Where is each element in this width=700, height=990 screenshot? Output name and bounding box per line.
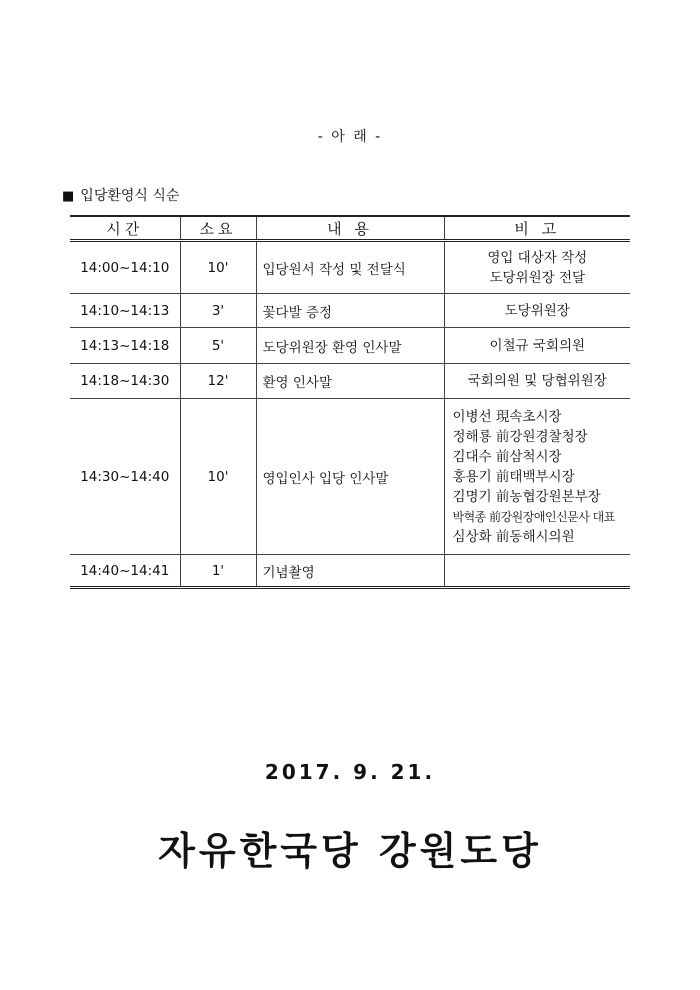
row-time: 14:40~14:41	[70, 555, 180, 588]
table-row	[70, 241, 630, 294]
header-time: 시간	[70, 216, 180, 241]
organization-name: 자유한국당 강원도당	[158, 829, 542, 873]
row-content: 입당원서 작성 및 전달식	[256, 241, 444, 294]
note-line: 홍용기 前태백부시장	[452, 468, 575, 485]
row-duration: 10'	[180, 399, 256, 555]
row-content: 기념촬영	[256, 555, 444, 588]
note-line: 김대수 前삼척시장	[452, 448, 562, 465]
row-note	[444, 555, 630, 588]
table-row	[70, 399, 630, 555]
row-time: 14:00~14:10	[70, 241, 180, 294]
note-line: 영입 대상자 작성	[487, 249, 588, 266]
section-heading	[62, 185, 179, 205]
row-content: 도당위원장 환영 인사말	[256, 328, 444, 364]
note-line: 도당위원장	[504, 302, 570, 319]
square-bullet-icon: ■	[62, 189, 75, 204]
header-note: 비 고	[444, 216, 630, 241]
table-row	[70, 294, 630, 328]
row-duration: 12'	[180, 364, 256, 399]
table-header-row	[70, 216, 630, 241]
row-content: 영입인사 입당 인사말	[256, 399, 444, 555]
schedule-table	[70, 215, 630, 589]
note-line: 국회의원 및 당협위원장	[467, 373, 607, 389]
row-time: 14:10~14:13	[70, 294, 180, 328]
table-row	[70, 328, 630, 364]
row-note	[444, 294, 630, 328]
row-time: 14:13~14:18	[70, 328, 180, 364]
note-line: 김명기 前농협강원본부장	[452, 488, 601, 505]
note-line: 이병선 現속초시장	[452, 408, 562, 425]
row-duration: 1'	[180, 555, 256, 588]
note-line: 심상화 前동해시의원	[452, 528, 575, 545]
note-line: 박혁종 前강원장애인신문사 대표	[452, 509, 615, 524]
header-content: 내 용	[256, 216, 444, 241]
note-line: 도당위원장 전달	[489, 269, 586, 286]
row-content: 꽃다발 증정	[256, 294, 444, 328]
row-note	[444, 364, 630, 399]
row-time: 14:18~14:30	[70, 364, 180, 399]
row-note	[444, 399, 630, 555]
row-duration: 5'	[180, 328, 256, 364]
row-duration: 10'	[180, 241, 256, 294]
document-date: 2017. 9. 21.	[264, 760, 436, 784]
section-title: 입당환영식 식순	[80, 188, 180, 204]
row-note	[444, 241, 630, 294]
notice-subtitle: - 아 래 -	[317, 129, 383, 145]
row-time: 14:30~14:40	[70, 399, 180, 555]
note-line: 이철규 국회의원	[489, 337, 586, 354]
table-row	[70, 555, 630, 588]
row-duration: 3'	[180, 294, 256, 328]
row-note	[444, 328, 630, 364]
table-row	[70, 364, 630, 399]
note-line: 정해룡 前강원경찰청장	[452, 428, 588, 445]
header-duration: 소요	[180, 216, 256, 241]
row-content: 환영 인사말	[256, 364, 444, 399]
